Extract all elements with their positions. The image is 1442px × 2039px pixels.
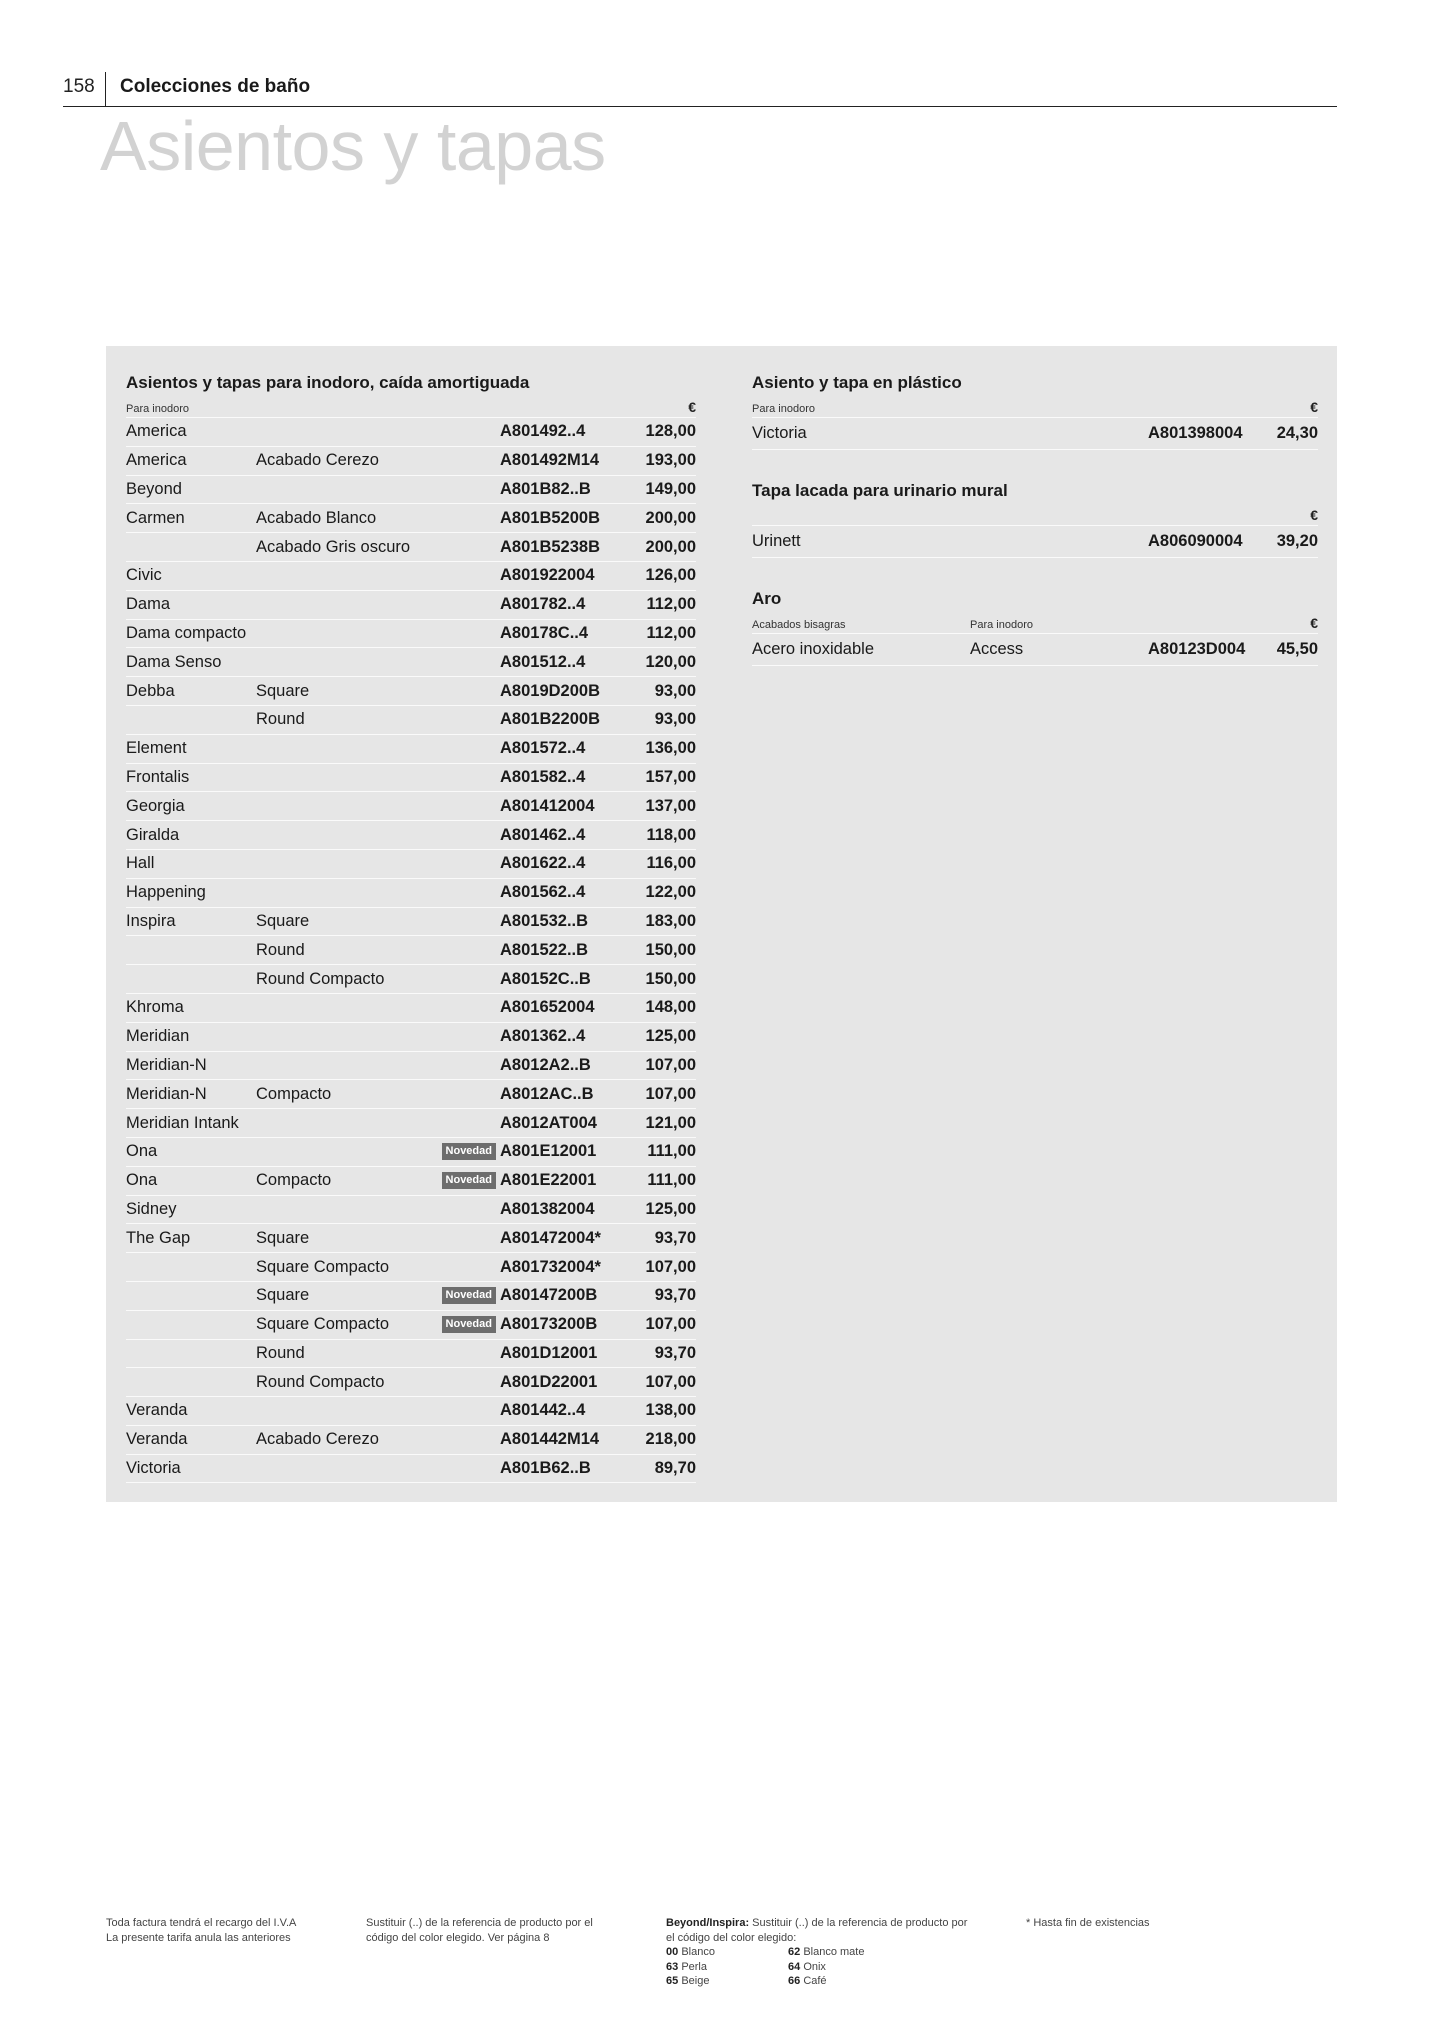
product-price: 122,00 [645,883,696,902]
table-row [126,965,696,994]
color-item [788,1974,938,1989]
footer-note-line: Sustituir (..) de la referencia de producto por [749,1917,968,1929]
product-code: A801382004 [500,1199,595,1218]
product-price: 138,00 [645,1401,696,1420]
product-price: 150,00 [645,940,696,959]
product-variant: Acabado Gris oscuro [256,537,411,556]
product-code: A801E22001 [500,1171,597,1190]
table-row [126,1311,696,1340]
footer-note-line: Toda factura tendrá el recargo del I.V.A [106,1917,297,1929]
product-price: 107,00 [645,1372,696,1391]
color-item [666,1974,788,1989]
block-subheader [752,504,1318,526]
product-price: 111,00 [647,1171,696,1190]
product-name: Giralda [126,825,180,844]
table-row [126,1052,696,1081]
footer-note-line: código del color elegido. Ver página 8 [366,1931,550,1944]
product-code: A8012AC..B [500,1084,594,1103]
product-variant: Round Compacto [256,1372,385,1391]
subheader-label: Para inodoro [752,403,815,415]
novedad-badge: Novedad [442,1143,496,1160]
product-price: 120,00 [645,652,696,671]
product-price: 136,00 [645,739,696,758]
color-code: 00 [666,1946,679,1958]
currency-label: € [1310,615,1318,631]
footer-note-stock: * Hasta fin de existencias [1026,1917,1150,1929]
product-price: 111,00 [647,1142,696,1161]
table-row [126,1340,696,1369]
table-row [126,908,696,937]
product-price: 107,00 [645,1055,696,1074]
product-variant: Square Compacto [256,1257,389,1276]
product-variant: Square [256,681,310,700]
product-code: A801582..4 [500,767,586,786]
footer-note-line: el código del color elegido: [666,1931,797,1944]
table-row [126,764,696,793]
color-code: 66 [788,1975,801,1987]
color-name: Perla [681,1960,707,1973]
product-code: A801562..4 [500,883,586,902]
product-price: 107,00 [645,1084,696,1103]
table-row [126,1196,696,1225]
product-price: 39,20 [1276,532,1318,550]
block-subheader [752,396,1318,418]
product-code: A801412004 [500,796,595,815]
section-title: Colecciones de baño [120,76,311,97]
product-code: A801D12001 [500,1343,598,1362]
product-code: A801D22001 [500,1372,598,1391]
table-row [126,706,696,735]
product-price: 193,00 [645,451,696,470]
product-code: A801362..4 [500,1027,586,1046]
product-price: 200,00 [645,537,696,556]
product-code: A801732004* [500,1257,601,1276]
footer-note-substitute [366,1916,593,1945]
page-number: 158 [63,76,95,97]
product-price: 93,00 [654,681,696,700]
footer-note-colors [666,1916,967,1989]
table-row [126,1080,696,1109]
product-price: 128,00 [645,422,696,441]
product-name: Debba [126,681,175,700]
table-row [752,634,1318,666]
product-name: Inspira [126,911,176,930]
currency-label: € [1310,399,1318,415]
price-block [752,478,1318,558]
page-title: Asientos y tapas [100,107,606,185]
product-variant: Compacto [256,1084,332,1103]
color-item [666,1960,788,1975]
product-code: A801B82..B [500,479,591,498]
product-code: A8012AT004 [500,1113,597,1132]
product-price: 93,70 [654,1228,696,1247]
footer-note-line: Sustituir (..) de la referencia de producto por el [366,1917,593,1929]
product-price: 89,70 [654,1459,696,1478]
product-variant: Acabado Cerezo [256,1430,379,1449]
product-variant: Round [256,710,305,729]
table-row [126,504,696,533]
table-row [126,1426,696,1455]
table-row [126,447,696,476]
product-variant: Round [256,940,305,959]
table-row [752,418,1318,450]
price-block [752,586,1318,666]
product-price: 218,00 [645,1430,696,1449]
color-name: Onix [803,1960,826,1973]
product-code: A801398004 [1148,424,1243,442]
novedad-badge: Novedad [442,1316,496,1333]
color-item [788,1945,938,1960]
product-code: A8019D200B [500,681,600,700]
table-row [126,1397,696,1426]
product-price: 148,00 [645,998,696,1017]
product-price: 45,50 [1276,640,1318,658]
color-code-list [666,1945,967,1989]
subheader-label: Para inodoro [970,619,1033,631]
product-variant: Square [256,911,310,930]
page-header [63,72,1337,107]
price-block [752,370,1318,450]
product-name: Georgia [126,796,185,815]
table-row [126,533,696,562]
product-price: 126,00 [645,566,696,585]
product-price: 200,00 [645,508,696,527]
header-divider [105,72,106,106]
color-item [788,1960,938,1975]
product-name: Beyond [126,479,182,498]
product-variant: Acabado Cerezo [256,451,379,470]
badge-cell [434,1172,500,1189]
product-price: 107,00 [645,1257,696,1276]
product-price: 149,00 [645,479,696,498]
table-row [126,476,696,505]
table-row [126,677,696,706]
product-price: 121,00 [645,1113,696,1132]
color-item [666,1945,788,1960]
product-name: Meridian Intank [126,1113,239,1132]
product-code: A801442M14 [500,1430,600,1449]
block-title: Asiento y tapa en plástico [752,373,962,392]
product-name: The Gap [126,1228,191,1247]
product-name: Sidney [126,1199,177,1218]
product-variant: Acabado Blanco [256,508,377,527]
seats-table-rows [126,418,696,1483]
table-row [126,936,696,965]
table-row [752,526,1318,558]
seats-table [126,370,696,1483]
product-variant: Compacto [256,1171,332,1190]
block-title: Tapa lacada para urinario mural [752,481,1008,500]
product-price: 125,00 [645,1199,696,1218]
product-code: A801652004 [500,998,595,1017]
product-name: Veranda [126,1401,188,1420]
product-variant: Square Compacto [256,1315,389,1334]
product-name: Ona [126,1142,158,1161]
subheader-label: Acabados bisagras [752,619,846,631]
product-name: Meridian-N [126,1084,207,1103]
color-code: 62 [788,1946,801,1958]
table-row [126,591,696,620]
footer-note-line: La presente tarifa anula las anteriores [106,1931,291,1944]
table-row [126,1224,696,1253]
product-code: A801522..B [500,940,589,959]
table-row [126,418,696,447]
product-code: A801B62..B [500,1459,591,1478]
product-variant: Round [256,1343,305,1362]
product-price: 93,70 [654,1343,696,1362]
product-code: A801622..4 [500,854,586,873]
table-row [126,1455,696,1484]
product-price: 112,00 [646,595,696,614]
product-name: Veranda [126,1430,188,1449]
color-name: Blanco [681,1946,715,1958]
product-code: A80147200B [500,1286,598,1305]
product-name: Acero inoxidable [752,640,874,658]
product-code: A80178C..4 [500,623,589,642]
product-code: A801462..4 [500,825,586,844]
product-price: 116,00 [646,854,696,873]
product-name: Element [126,739,187,758]
product-code: A801B5200B [500,508,600,527]
seats-table-subheader [126,396,696,418]
product-code: A801492M14 [500,451,600,470]
table-row [126,792,696,821]
product-price: 112,00 [646,623,696,642]
product-name: Frontalis [126,767,190,786]
product-name: Urinett [752,532,801,550]
product-code: A801492..4 [500,422,586,441]
product-variant: Square [256,1286,310,1305]
product-price: 125,00 [645,1027,696,1046]
product-price: 107,00 [645,1315,696,1334]
product-code: A806090004 [1148,532,1243,550]
product-name: Ona [126,1171,158,1190]
color-name: Café [803,1975,827,1987]
product-name: Khroma [126,998,184,1017]
color-code: 65 [666,1975,679,1987]
table-row [126,1282,696,1311]
table-row [126,994,696,1023]
seats-table-title: Asientos y tapas para inodoro, caída amortiguada [126,373,530,392]
currency-label: € [1310,507,1318,523]
product-variant: Round Compacto [256,969,385,988]
table-row [126,1023,696,1052]
product-name: Civic [126,566,162,585]
table-row [126,1167,696,1196]
color-name: Blanco mate [803,1946,865,1958]
table-row [126,850,696,879]
currency-label: € [688,399,696,415]
product-variant: Square [256,1228,310,1247]
color-code: 64 [788,1960,801,1973]
product-price: 93,00 [654,710,696,729]
product-name: Hall [126,854,155,873]
product-price: 118,00 [646,825,696,844]
product-name: Victoria [752,424,807,442]
table-row [126,821,696,850]
novedad-badge: Novedad [442,1287,496,1304]
product-code: A801572..4 [500,739,586,758]
novedad-badge: Novedad [442,1172,496,1189]
product-price: 93,70 [654,1286,696,1305]
table-row [126,648,696,677]
product-name: Dama Senso [126,652,222,671]
product-code: A8012A2..B [500,1055,591,1074]
product-code: A801B2200B [500,710,600,729]
product-price: 157,00 [645,767,696,786]
product-code: A801B5238B [500,537,600,556]
product-code: A801512..4 [500,652,586,671]
product-name: America [126,422,187,441]
footer-note-bold: Beyond/Inspira: [666,1917,750,1929]
product-name: Happening [126,883,206,902]
product-name: America [126,451,187,470]
table-row [126,1138,696,1167]
subheader-label: Para inodoro [126,403,189,415]
product-code: A801922004 [500,566,595,585]
badge-cell [434,1287,500,1304]
product-code: A801442..4 [500,1401,586,1420]
product-code: A80173200B [500,1315,598,1334]
product-name: Carmen [126,508,185,527]
product-code: A80123D004 [1148,640,1246,658]
product-name: Meridian-N [126,1055,207,1074]
table-row [126,879,696,908]
table-row [126,1253,696,1282]
block-title: Aro [752,589,782,608]
badge-cell [434,1316,500,1333]
product-price: 183,00 [645,911,696,930]
table-row [126,1109,696,1138]
product-price: 137,00 [645,796,696,815]
product-name: Dama [126,595,171,614]
table-row [126,1368,696,1397]
product-name: Meridian [126,1027,190,1046]
product-code: A801472004* [500,1228,601,1247]
product-variant: Access [970,640,1024,658]
product-price: 24,30 [1276,424,1318,442]
product-price: 150,00 [645,969,696,988]
price-panel [106,346,1337,1502]
footer-note-vat [106,1916,296,1945]
product-name: Dama compacto [126,623,247,642]
product-name: Victoria [126,1459,181,1478]
product-code: A801532..B [500,911,589,930]
product-code: A80152C..B [500,969,591,988]
color-code: 63 [666,1960,679,1973]
table-row [126,562,696,591]
product-code: A801782..4 [500,595,586,614]
table-row [126,620,696,649]
product-code: A801E12001 [500,1142,597,1161]
table-row [126,735,696,764]
block-subheader [752,612,1318,634]
badge-cell [434,1143,500,1160]
other-tables [752,370,1318,694]
color-name: Beige [681,1975,710,1987]
